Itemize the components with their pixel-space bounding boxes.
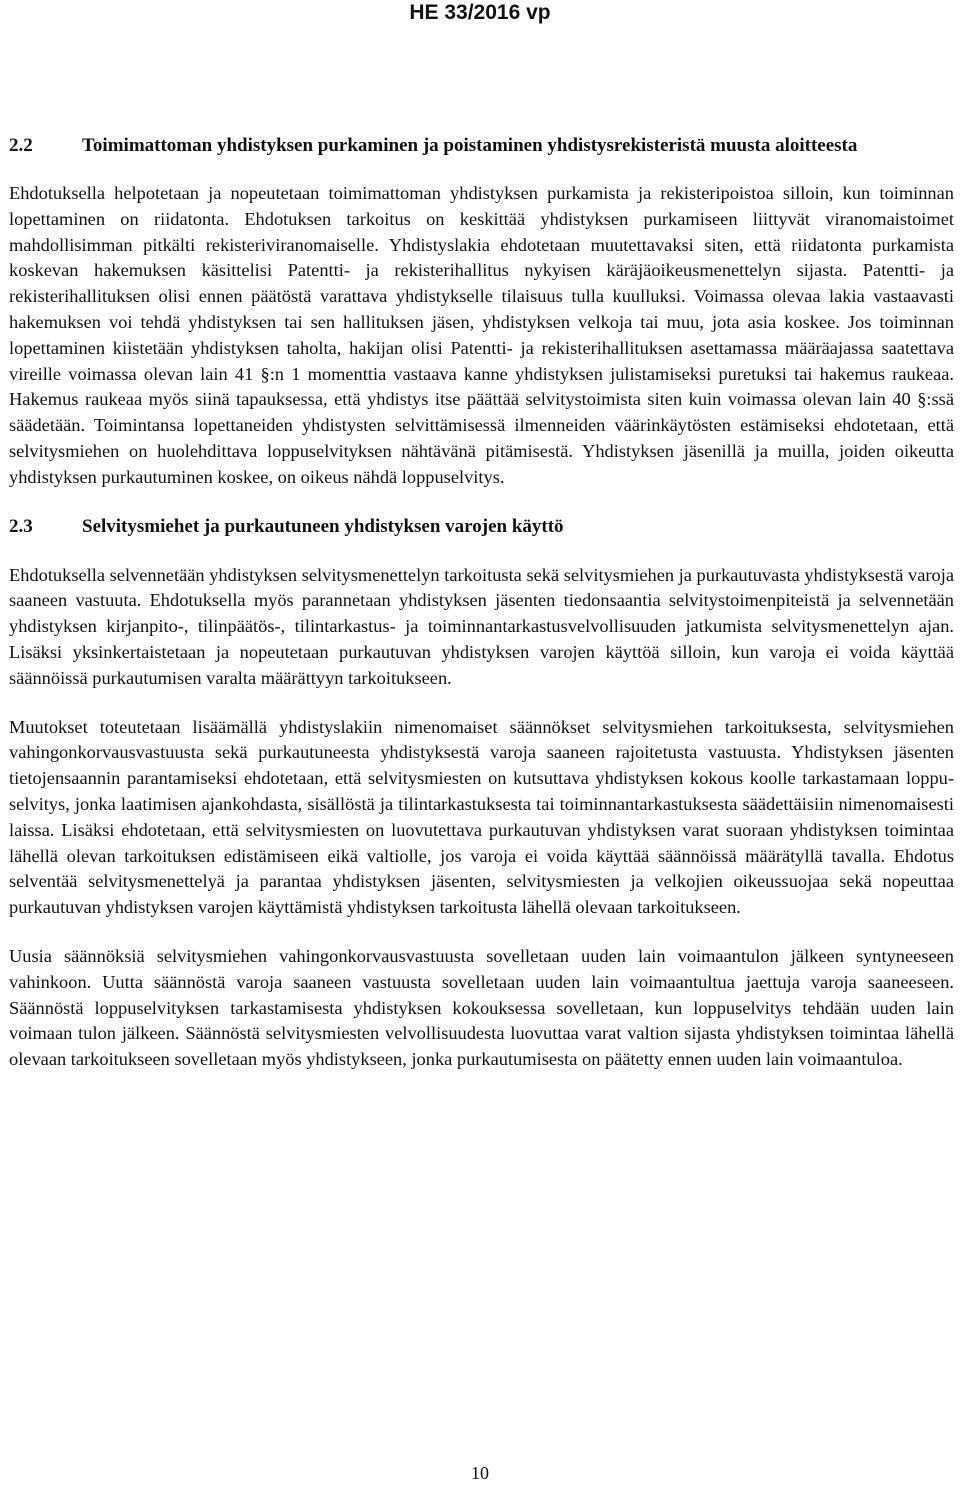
section-2-3-paragraph-2: Muutokset toteutetaan lisäämällä yhdistyslakiin nimenomaiset säännökset selvitysmiehen tarkoituksesta, selvitysmiehen vahingonkorvausvastuusta sekä purkautuneesta yhdistyksestä varoja saaneen rajoitetusta vastuusta. Yhdistyksen jäsenten tietojensaannin parantamiseksi ehdotetaan, että selvitysmiesten on kutsuttava yhdistyksen kokous koolle tarkastamaan loppuselvitys, jonka laatimisen ajankohdasta, sisällöstä ja tilintarkastuksesta tai toiminnantarkastuksesta säädettäisiin nimenomaisesti laissa. Lisäksi ehdotetaan, että selvitysmiesten on luovutettava purkautuvan yhdistyksen varat suoraan yhdistyksen toimintaa lähellä olevan tarkoituksen edistämiseen eikä valtiolle, jos varoja ei voida käyttää säännöissä määrätyllä tavalla. Ehdotus selventää selvitysmenettelyä ja parantaa yhdistyksen jäsenten, selvitysmiesten ja velkojien oikeussuojaa sekä nopeuttaa purkautuvan yhdistyksen varojen käyttämistä yhdistyksen tarkoitusta lähellä olevaan tarkoitukseen. xyxy=(9,716,954,918)
document-id: HE 33/2016 vp xyxy=(409,1,551,24)
section-2-3-paragraph-1: Ehdotuksella selvennetään yhdistyksen selvitysmenettelyn tarkoitusta sekä selvitysmiehen ja purkautuvasta yhdistyksestä varoja saaneen vastuuta. Ehdotuksella myös parannetaan yhdistyksen jäsenten tiedonsaantia selvitystoimenpiteistä ja selvennetään yhdistyksen kirjanpito-, tilinpäätös-, tilintarkastus- ja toiminnantarkastusvelvollisuuden jatkumista selvitysmenettelyn ajan. Lisäksi yksinkertaistetaan ja nopeutetaan purkautuvan yhdistyksen varojen käyttöä silloin, kun varoja ei voida käyttää säännöissä purkautumisen varalta määrättyyn tarkoitukseen. xyxy=(9,564,954,688)
document-body xyxy=(9,133,954,1073)
section-heading-2-2 xyxy=(9,133,954,159)
section-title: Selvitysmiehet ja purkautuneen yhdistyksen varojen käyttö xyxy=(82,515,564,537)
section-title: Toimimattoman yhdistyksen purkaminen ja poistaminen yhdistysrekisteristä muusta aloitteesta xyxy=(82,135,858,156)
section-2-3-paragraph-3: Uusia säännöksiä selvitysmiehen vahingonkorvausvastuusta sovelletaan uuden lain voimaantulon jälkeen syntyneeseen vahinkoon. Uutta säännöstä varoja saaneen vastuusta sovelletaan uuden lain voimaantultua jaettuja varoja saaneeseen. Säännöstä loppuselvityksen tarkastamisesta yhdistyksen kokouksessa sovelletaan, kun loppuselvitys tehdään uuden lain voimaan tulon jälkeen. Säännöstä selvitysmiesten velvollisuudesta luovuttaa varat valtion sijasta yhdistyksen toimintaa lähellä olevaan tarkoitukseen sovelletaan myös yhdistykseen, jonka purkautumisesta on päätetty ennen uuden lain voimaantuloa. xyxy=(9,945,954,1070)
section-number: 2.2 xyxy=(9,135,33,156)
page-number: 10 xyxy=(471,1463,489,1483)
section-number: 2.3 xyxy=(9,515,33,537)
section-2-2-paragraph: Ehdotuksella helpotetaan ja nopeutetaan toimimattoman yhdistyksen purkamista ja rekisteripoistoa silloin, kun toiminnan lopettaminen on riidatonta. Ehdotuksen tarkoitus on keskittää yhdistyksen purkamiseen liittyvät viranomaistoimet mahdollisimman pitkälti rekisteriviranomaiselle. Yhdistyslakia ehdotetaan muutettavaksi siten, että riidatonta purkamista koskevan hakemuksen käsittelisi Patentti- ja rekisterihallitus nykyisen käräjäoikeusmenettelyn sijasta. Patentti- ja rekisterihallituksen olisi ennen päätöstä varattava yhdistykselle tilaisuus tulla kuulluksi. Voimassa olevaa lakia vastaavasti hakemuksen voi tehdä yhdistyksen tai sen hallituksen jäsen, yhdistyksen velkoja tai muu, jota asia koskee. Jos toiminnan lopettaminen kiistetään yhdistyksen taholta, hakijan olisi Patentti- ja rekisterihallituksen asettamassa määräajassa saatettava vireille voimassa olevan lain 41 §:n 1 momenttia vastaava kanne yhdistyksen julistamiseksi puretuksi tai hakemus raukeaa. Hakemus raukeaa myös siinä tapauksessa, että yhdistys itse päättää selvitystoimista siten kuin voimassa olevan lain 40 §:ssä säädetään. Toimintansa lopettaneiden yhdistysten selvittämisessä ilmenneiden väärinkäytösten estämiseksi ehdotetaan, että selvitysmiehen on huolehdittava loppuselvityksen nähtävänä pitämisestä. Yhdistyksen jäsenillä ja muilla, joiden oikeutta yhdistyksen purkautuminen koskee, on oikeus nähdä loppuselvitys. xyxy=(9,183,954,487)
section-heading-2-3 xyxy=(9,514,954,540)
